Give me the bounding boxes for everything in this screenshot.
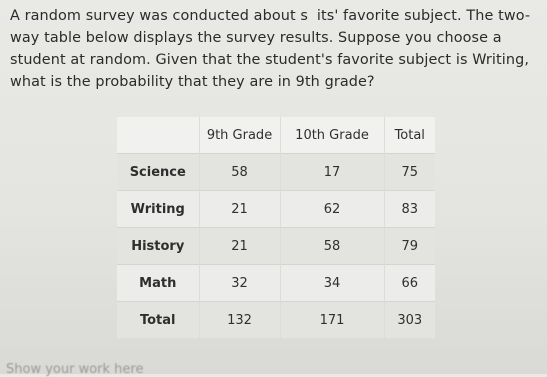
table-row: [117, 302, 435, 339]
table-cell: 34: [280, 265, 384, 302]
table-cell: 62: [280, 191, 384, 228]
table-cell: 83: [384, 191, 435, 228]
row-label-history: History: [117, 228, 199, 265]
header-corner-cell: [117, 117, 199, 154]
header-total: Total: [384, 117, 435, 154]
table-cell: 21: [199, 191, 280, 228]
table-cell: 303: [384, 302, 435, 339]
two-way-table: [117, 117, 435, 338]
two-way-table-container: [117, 117, 435, 333]
header-10th-grade: 10th Grade: [280, 117, 384, 154]
table-cell: 79: [384, 228, 435, 265]
table-cell: 171: [280, 302, 384, 339]
table-cell: 58: [280, 228, 384, 265]
table-cell: 66: [384, 265, 435, 302]
table-cell: 58: [199, 154, 280, 191]
row-label-writing: Writing: [117, 191, 199, 228]
header-9th-grade: 9th Grade: [199, 117, 280, 154]
table-cell: 132: [199, 302, 280, 339]
table-cell: 17: [280, 154, 384, 191]
cutoff-instruction-text: Show your work here: [6, 362, 144, 377]
table-cell: 75: [384, 154, 435, 191]
table-row: [117, 265, 435, 302]
question-text: A random survey was conducted about s its' favorite subject. The two-way table below displays the survey results. Suppose you choose a student at random. Given that the student's favorite subject is Writing, what is the probability that they are in 9th grade?: [10, 8, 531, 90]
row-label-math: Math: [117, 265, 199, 302]
table-row: [117, 191, 435, 228]
table-header-row: [117, 117, 435, 154]
table-cell: 32: [199, 265, 280, 302]
table-cell: 21: [199, 228, 280, 265]
row-label-total: Total: [117, 302, 199, 339]
row-label-science: Science: [117, 154, 199, 191]
table-row: [117, 228, 435, 265]
table-row: [117, 154, 435, 191]
